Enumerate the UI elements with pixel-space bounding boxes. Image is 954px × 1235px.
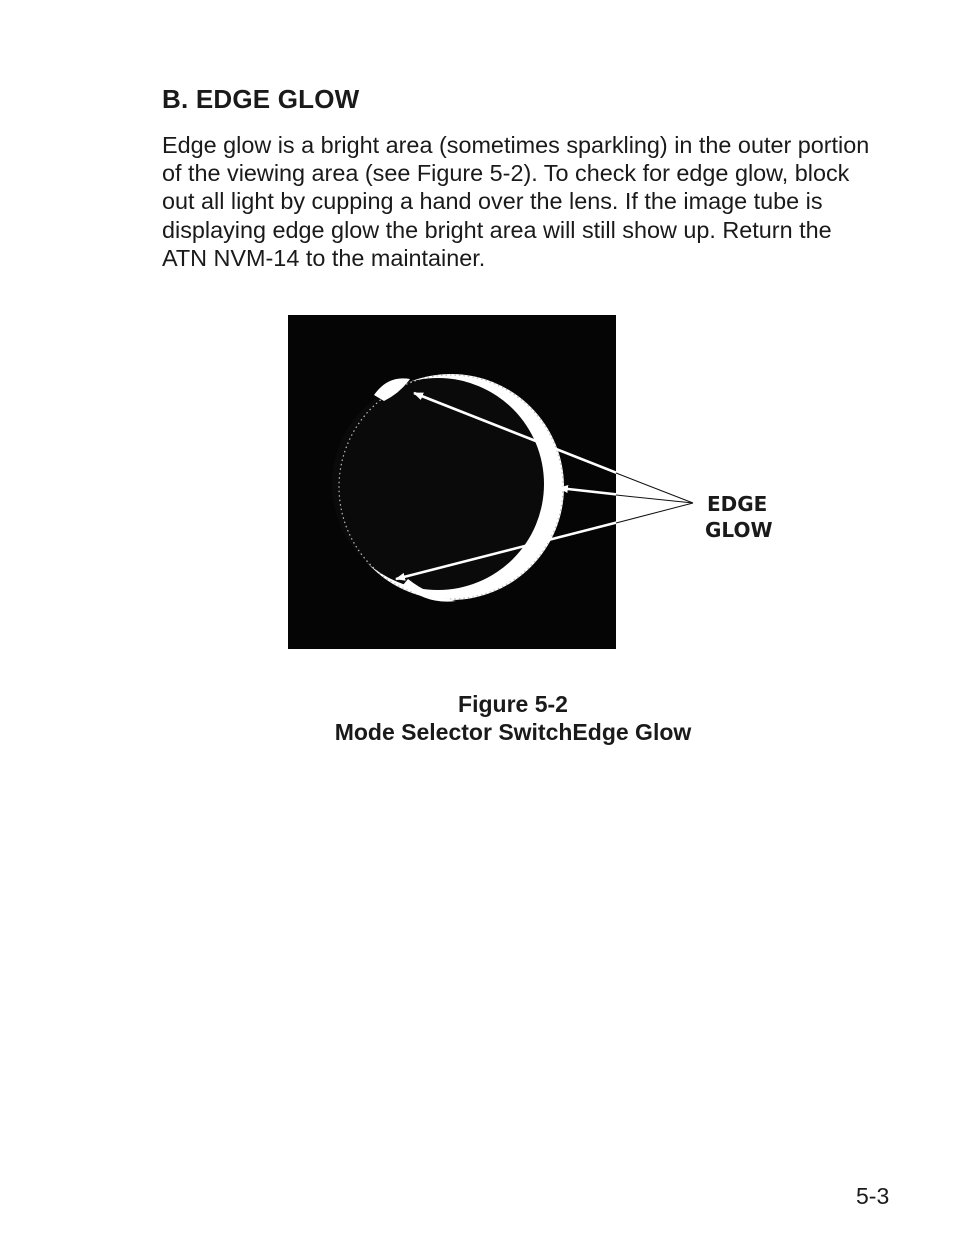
edge-glow-figure — [288, 315, 774, 649]
edge-glow-label-line2: GLOW — [705, 518, 773, 542]
figure-number: Figure 5-2 — [458, 691, 568, 717]
edge-glow-label-line1: EDGE — [707, 492, 768, 516]
figure-title: Mode Selector SwitchEdge Glow — [334, 719, 692, 745]
page-number: 5-3 — [856, 1183, 890, 1209]
section-heading: B. EDGE GLOW — [162, 84, 360, 114]
body-paragraph: Edge glow is a bright area (sometimes sparkling) in the outer portion of the viewing area (see Figure 5-2). To check for edge glow, block out all light by cupping a hand over the lens. If the image tube is displaying edge glow the bright area will still show up. Return the ATN NVM-14 to the maintainer. — [162, 132, 870, 271]
figure-caption — [0, 690, 954, 746]
